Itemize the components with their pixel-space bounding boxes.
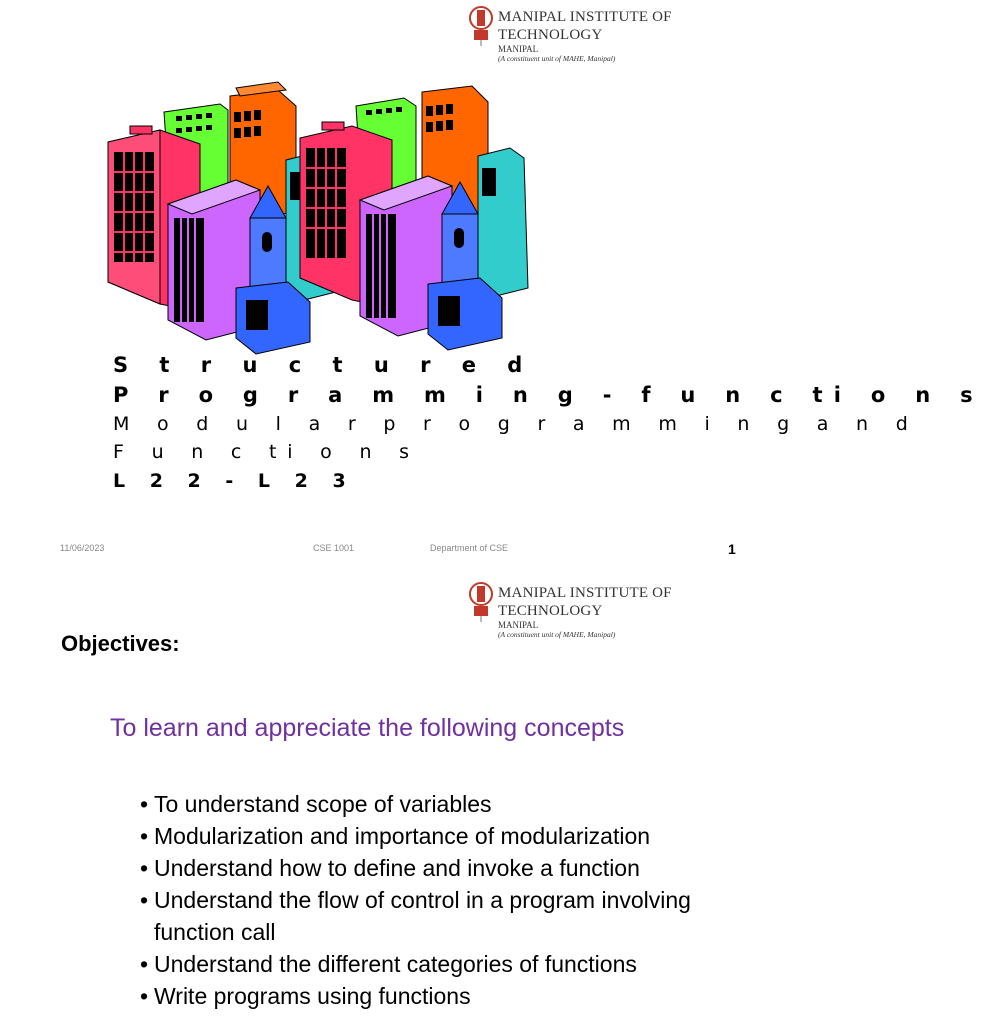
objectives-heading: Objectives: [61,631,180,656]
list-item: • Understand how to define and invoke a function [140,852,760,884]
institute-tagline: (A constituent unit of MAHE, Manipal) [498,54,616,63]
institute-city: MANIPAL [498,620,539,630]
page-number: 1 [728,541,736,557]
institute-logo [468,4,764,63]
building-cyan-right [478,148,528,298]
title-block [113,350,984,496]
footer-date: 11/06/2023 [60,543,105,553]
city-buildings-illustration [100,82,540,372]
list-item: • Understand the different categories of functions [140,948,760,980]
lecture-number: L 2 2 - L 2 3 [113,470,355,492]
objectives-slide [0,576,768,1024]
institute-name: MANIPAL INSTITUTE OF TECHNOLOGY [498,9,672,43]
list-item: • Write programs using functions [140,980,760,1012]
objectives-list [140,788,760,1012]
institute-tagline: (A constituent unit of MAHE, Manipal) [498,630,616,639]
emblem-icon [468,4,494,46]
emblem-icon [468,580,494,622]
subtitle-line-1: M o d u l a r p r o g r a m m i n g a n d [113,413,919,435]
title-line-1: S t r u c t u r e d [113,353,535,377]
footer-course: CSE 1001 [313,543,355,553]
title-line-2: P r o g r a m m i n g - f u n c ti o n s [113,383,984,407]
objectives-intro: To learn and appreciate the following concepts [110,714,625,742]
footer-department: Department of CSE [430,543,509,553]
institute-logo [468,580,764,639]
institute-city: MANIPAL [498,44,539,54]
list-item: • To understand scope of variables [140,788,760,820]
institute-name: MANIPAL INSTITUTE OF TECHNOLOGY [498,585,672,619]
list-item: • Modularization and importance of modularization [140,820,760,852]
list-item: • Understand the flow of control in a program involving function call [140,884,760,948]
subtitle-line-2: F u n c ti o n s [113,441,420,463]
